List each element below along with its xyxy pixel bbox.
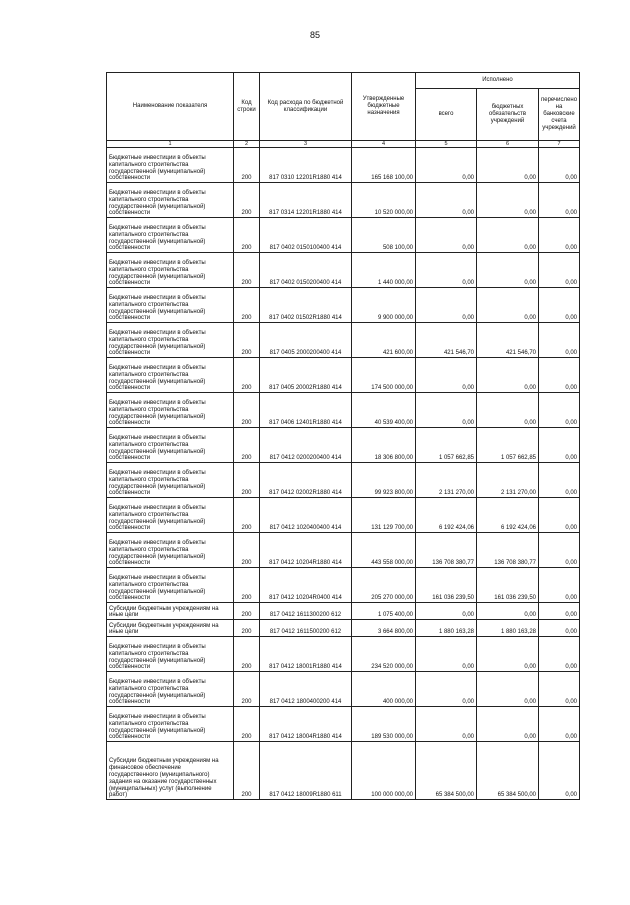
row-approved: 100 000 000,00 [352, 742, 416, 800]
row-name: Бюджетные инвестиции в объекты капитального строительства государственной (муниципальной) собственности [107, 568, 234, 603]
header-obligations: бюджетных обязательств учреждений [477, 89, 539, 141]
row-transferred: 0,00 [539, 568, 580, 603]
column-number: 2 [234, 141, 260, 148]
row-obligations: 161 036 239,50 [477, 568, 539, 603]
row-obligations: 0,00 [477, 218, 539, 253]
column-number: 3 [260, 141, 352, 148]
row-approved: 99 923 800,00 [352, 463, 416, 498]
table-row [107, 742, 580, 800]
row-classification: 817 0402 01502R1880 414 [260, 288, 352, 323]
column-number: 1 [107, 141, 234, 148]
row-classification: 817 0412 18004R1880 414 [260, 707, 352, 742]
row-approved: 40 539 400,00 [352, 393, 416, 428]
row-approved: 234 520 000,00 [352, 637, 416, 672]
row-code: 200 [234, 288, 260, 323]
table-row [107, 288, 580, 323]
row-transferred: 0,00 [539, 533, 580, 568]
header-name: Наименование показателя [107, 73, 234, 141]
row-classification: 817 0402 0150200400 414 [260, 253, 352, 288]
column-number: 5 [416, 141, 477, 148]
row-name: Бюджетные инвестиции в объекты капитального строительства государственной (муниципальной) собственности [107, 323, 234, 358]
row-transferred: 0,00 [539, 707, 580, 742]
column-number-row [107, 141, 580, 148]
row-total: 161 036 239,50 [416, 568, 477, 603]
row-code: 200 [234, 533, 260, 568]
header-total: всего [416, 89, 477, 141]
row-classification: 817 0405 20002R1880 414 [260, 358, 352, 393]
table-row [107, 463, 580, 498]
table-row [107, 148, 580, 183]
row-name: Бюджетные инвестиции в объекты капитального строительства государственной (муниципальной) собственности [107, 148, 234, 183]
row-transferred: 0,00 [539, 288, 580, 323]
row-approved: 9 900 000,00 [352, 288, 416, 323]
row-name: Бюджетные инвестиции в объекты капитального строительства государственной (муниципальной) собственности [107, 253, 234, 288]
row-total: 136 708 380,77 [416, 533, 477, 568]
table-row [107, 358, 580, 393]
row-name: Субсидии бюджетным учреждениям на иные цели [107, 603, 234, 620]
table-row [107, 568, 580, 603]
column-number: 4 [352, 141, 416, 148]
row-code: 200 [234, 253, 260, 288]
row-classification: 817 0412 1611300200 612 [260, 603, 352, 620]
row-code: 200 [234, 568, 260, 603]
row-approved: 421 600,00 [352, 323, 416, 358]
row-obligations: 6 192 424,06 [477, 498, 539, 533]
row-name: Субсидии бюджетным учреждениям на иные цели [107, 620, 234, 637]
row-total: 65 384 500,00 [416, 742, 477, 800]
row-total: 0,00 [416, 707, 477, 742]
row-approved: 10 520 000,00 [352, 183, 416, 218]
row-classification: 817 0412 18001R1880 414 [260, 637, 352, 672]
row-code: 200 [234, 498, 260, 533]
row-obligations: 1 880 163,28 [477, 620, 539, 637]
row-obligations: 421 546,70 [477, 323, 539, 358]
row-name: Бюджетные инвестиции в объекты капитального строительства государственной (муниципальной) собственности [107, 183, 234, 218]
row-code: 200 [234, 393, 260, 428]
row-transferred: 0,00 [539, 323, 580, 358]
row-code: 200 [234, 637, 260, 672]
row-transferred: 0,00 [539, 620, 580, 637]
row-name: Бюджетные инвестиции в объекты капитального строительства государственной (муниципальной) собственности [107, 533, 234, 568]
row-total: 0,00 [416, 288, 477, 323]
row-name: Бюджетные инвестиции в объекты капитального строительства государственной (муниципальной) собственности [107, 637, 234, 672]
row-total: 6 192 424,06 [416, 498, 477, 533]
row-approved: 3 664 800,00 [352, 620, 416, 637]
table-row [107, 707, 580, 742]
row-code: 200 [234, 218, 260, 253]
row-approved: 1 440 000,00 [352, 253, 416, 288]
row-classification: 817 0412 10204R0400 414 [260, 568, 352, 603]
row-total: 1 057 662,85 [416, 428, 477, 463]
row-transferred: 0,00 [539, 742, 580, 800]
row-classification: 817 0406 12401R1880 414 [260, 393, 352, 428]
row-code: 200 [234, 358, 260, 393]
row-total: 0,00 [416, 672, 477, 707]
row-code: 200 [234, 603, 260, 620]
row-approved: 443 558 000,00 [352, 533, 416, 568]
row-name: Бюджетные инвестиции в объекты капитального строительства государственной (муниципальной) собственности [107, 672, 234, 707]
row-classification: 817 0412 1800400200 414 [260, 672, 352, 707]
row-name: Бюджетные инвестиции в объекты капитального строительства государственной (муниципальной) собственности [107, 358, 234, 393]
row-classification: 817 0405 2000200400 414 [260, 323, 352, 358]
row-transferred: 0,00 [539, 637, 580, 672]
row-transferred: 0,00 [539, 603, 580, 620]
row-obligations: 0,00 [477, 707, 539, 742]
column-number: 6 [477, 141, 539, 148]
row-obligations: 1 057 662,85 [477, 428, 539, 463]
row-approved: 165 168 100,00 [352, 148, 416, 183]
row-total: 2 131 270,00 [416, 463, 477, 498]
table-row [107, 672, 580, 707]
row-approved: 1 075 400,00 [352, 603, 416, 620]
row-approved: 131 129 700,00 [352, 498, 416, 533]
row-classification: 817 0310 12201R1880 414 [260, 148, 352, 183]
row-obligations: 0,00 [477, 672, 539, 707]
row-transferred: 0,00 [539, 428, 580, 463]
row-obligations: 0,00 [477, 183, 539, 218]
row-code: 200 [234, 148, 260, 183]
row-approved: 400 000,00 [352, 672, 416, 707]
row-name: Бюджетные инвестиции в объекты капитального строительства государственной (муниципальной) собственности [107, 498, 234, 533]
row-name: Бюджетные инвестиции в объекты капитального строительства государственной (муниципальной) собственности [107, 393, 234, 428]
row-total: 0,00 [416, 148, 477, 183]
row-classification: 817 0314 12201R1880 414 [260, 183, 352, 218]
report-table [106, 72, 580, 800]
row-classification: 817 0412 0200200400 414 [260, 428, 352, 463]
row-code: 200 [234, 323, 260, 358]
row-classification: 817 0412 18009R1880 611 [260, 742, 352, 800]
row-transferred: 0,00 [539, 183, 580, 218]
row-name: Бюджетные инвестиции в объекты капитального строительства государственной (муниципальной) собственности [107, 288, 234, 323]
header-classification: Код расхода по бюджетной классификации [260, 73, 352, 141]
row-total: 0,00 [416, 253, 477, 288]
row-total: 0,00 [416, 637, 477, 672]
table-row [107, 428, 580, 463]
row-transferred: 0,00 [539, 358, 580, 393]
row-approved: 508 100,00 [352, 218, 416, 253]
row-transferred: 0,00 [539, 218, 580, 253]
page-number: 85 [309, 30, 320, 40]
row-classification: 817 0402 0150100400 414 [260, 218, 352, 253]
table-row [107, 253, 580, 288]
table-row [107, 183, 580, 218]
row-obligations: 0,00 [477, 393, 539, 428]
row-name: Бюджетные инвестиции в объекты капитального строительства государственной (муниципальной) собственности [107, 428, 234, 463]
row-obligations: 136 708 380,77 [477, 533, 539, 568]
row-code: 200 [234, 428, 260, 463]
table-row [107, 498, 580, 533]
row-code: 200 [234, 672, 260, 707]
table-row [107, 323, 580, 358]
row-classification: 817 0412 02002R1880 414 [260, 463, 352, 498]
table-row [107, 393, 580, 428]
row-transferred: 0,00 [539, 393, 580, 428]
row-code: 200 [234, 183, 260, 218]
row-transferred: 0,00 [539, 253, 580, 288]
row-total: 1 880 163,28 [416, 620, 477, 637]
row-obligations: 0,00 [477, 253, 539, 288]
row-code: 200 [234, 463, 260, 498]
row-classification: 817 0412 1611500200 612 [260, 620, 352, 637]
header-approved: Утвержденные бюджетные назначения [352, 73, 416, 141]
row-name: Бюджетные инвестиции в объекты капитального строительства государственной (муниципальной) собственности [107, 218, 234, 253]
row-code: 200 [234, 742, 260, 800]
table-row [107, 218, 580, 253]
row-name: Бюджетные инвестиции в объекты капитального строительства государственной (муниципальной) собственности [107, 463, 234, 498]
row-obligations: 0,00 [477, 358, 539, 393]
header-transferred: перечислено на банковские счета учреждений [539, 89, 580, 141]
row-transferred: 0,00 [539, 498, 580, 533]
row-total: 0,00 [416, 358, 477, 393]
row-classification: 817 0412 10204R1880 414 [260, 533, 352, 568]
table-row [107, 620, 580, 637]
row-obligations: 0,00 [477, 148, 539, 183]
row-approved: 205 270 000,00 [352, 568, 416, 603]
row-approved: 189 530 000,00 [352, 707, 416, 742]
header-executed: Исполнено [416, 73, 580, 89]
row-total: 421 546,70 [416, 323, 477, 358]
row-total: 0,00 [416, 603, 477, 620]
table-row [107, 533, 580, 568]
row-obligations: 65 384 500,00 [477, 742, 539, 800]
row-total: 0,00 [416, 183, 477, 218]
table-row [107, 637, 580, 672]
row-name: Бюджетные инвестиции в объекты капитального строительства государственной (муниципальной) собственности [107, 707, 234, 742]
row-approved: 174 500 000,00 [352, 358, 416, 393]
row-code: 200 [234, 620, 260, 637]
row-obligations: 0,00 [477, 637, 539, 672]
row-total: 0,00 [416, 393, 477, 428]
row-transferred: 0,00 [539, 672, 580, 707]
row-code: 200 [234, 707, 260, 742]
row-transferred: 0,00 [539, 463, 580, 498]
row-name: Субсидии бюджетным учреждениям на финансовое обеспечение государственного (муниципального) задания на оказание государственных (муниципальных) услуг (выполнение работ) [107, 742, 234, 800]
header-code: Код строки [234, 73, 260, 141]
row-transferred: 0,00 [539, 148, 580, 183]
row-classification: 817 0412 1020400400 414 [260, 498, 352, 533]
column-number: 7 [539, 141, 580, 148]
row-obligations: 2 131 270,00 [477, 463, 539, 498]
row-obligations: 0,00 [477, 288, 539, 323]
row-approved: 18 306 800,00 [352, 428, 416, 463]
row-total: 0,00 [416, 218, 477, 253]
row-obligations: 0,00 [477, 603, 539, 620]
table-row [107, 603, 580, 620]
